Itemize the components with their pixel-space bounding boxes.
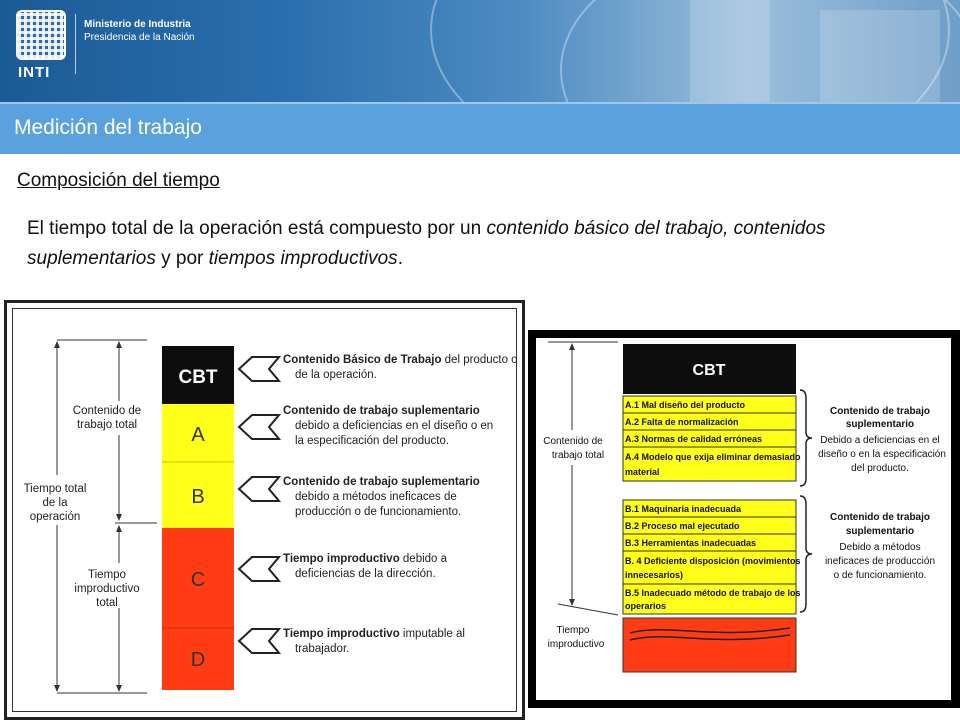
note-a-line1: Contenido de trabajo — [830, 406, 930, 417]
inti-logo-icon — [16, 10, 66, 60]
a-item-4-cont: material — [625, 467, 660, 477]
intro-part1: El tiempo total de la operación está compuesto por un — [27, 218, 487, 239]
right-diagram-svg — [528, 330, 960, 708]
axis-label-improd-2: improductivo — [74, 583, 140, 595]
annotation-4-rest1: debido a — [399, 553, 448, 565]
axis-label-total-3: operación — [29, 511, 81, 523]
svg-text:Contenido Básico de Trabajo de — [283, 354, 518, 366]
intro-emphasis-2: contenidos suplementarios — [27, 218, 826, 269]
intro-emphasis-1: contenido básico del trabajo, — [486, 218, 729, 239]
b-item-2: B.2 Proceso mal ejecutado — [625, 521, 740, 531]
note-a — [818, 406, 946, 474]
block-cbt-label: CBT — [178, 367, 218, 388]
annotation-1-rest2: de la operación. — [295, 369, 377, 381]
note-b-line5: o de funcionamiento. — [833, 570, 927, 581]
section-subtitle: Composición del tiempo — [17, 170, 220, 191]
logo-divider — [75, 14, 76, 74]
a-item-4: A.4 Modelo que exija eliminar demasiado — [625, 452, 801, 462]
a-item-3: A.3 Normas de calidad erróneas — [625, 434, 763, 444]
annotation-2-rest2: la especificación del producto. — [295, 435, 450, 447]
brace-a — [800, 390, 812, 486]
axis-label-improd-1: Tiempo — [88, 569, 126, 581]
note-b-line1: Contenido de trabajo — [830, 512, 930, 523]
annotation-4-bold: Tiempo improductivo — [283, 553, 400, 565]
banner-decoration — [820, 10, 940, 102]
time-composition-diagram — [4, 300, 525, 720]
logo-text: INTI — [18, 64, 51, 81]
detailed-composition-diagram — [528, 330, 960, 708]
annotation-3 — [283, 476, 480, 518]
slide-title: Medición del trabajo — [14, 116, 202, 139]
right-axis-improd-2: improductivo — [547, 639, 605, 650]
annotation-5-rest1: imputable al — [399, 628, 465, 640]
right-axis-improd-1: Tiempo — [556, 625, 590, 636]
b-item-5-cont: operarios — [625, 601, 667, 611]
b-item-5: B.5 Inadecuado método de trabajo de los — [625, 588, 801, 598]
right-axis-contenido-1: Contenido de — [543, 436, 603, 447]
banner-decoration — [690, 0, 770, 102]
annotation-2-rest1: debido a deficiencias en el diseño o en — [295, 420, 494, 432]
annotation-4-rest2: deficiencias de la dirección. — [295, 568, 436, 580]
note-a-line2: suplementario — [845, 419, 915, 430]
right-block-improductive — [623, 618, 796, 672]
note-a-line5: del producto. — [851, 463, 909, 474]
axis-label-contenido-1: Contenido de — [72, 405, 142, 417]
ministry-line2: Presidencia de la Nación — [84, 32, 195, 43]
right-axis-contenido-2: trabajo total — [551, 450, 605, 461]
annotation-2-bold: Contenido de trabajo suplementario — [283, 405, 480, 417]
annotation-5 — [283, 628, 465, 655]
header-banner — [0, 0, 960, 102]
note-a-line4: diseño o en la especificación — [818, 449, 946, 460]
b-item-4-cont: innecesarios) — [625, 570, 684, 580]
axis-label-contenido-2: trabajo total — [76, 419, 138, 431]
annotation-1 — [283, 354, 518, 381]
axis-label-total-2: de la — [42, 497, 68, 509]
annotation-1-rest1: del producto o — [441, 354, 518, 366]
intro-part3: y por — [155, 248, 209, 269]
ministry-name — [84, 18, 195, 44]
note-b — [825, 512, 935, 581]
title-bar — [0, 102, 960, 154]
block-c-label: C — [190, 569, 206, 591]
left-diagram-svg — [7, 303, 522, 717]
svg-text:Tiempo improductivo debido a — [283, 553, 448, 565]
annotation-3-bold: Contenido de trabajo suplementario — [283, 476, 480, 488]
block-b-label: B — [191, 486, 205, 508]
annotation-4 — [283, 553, 448, 580]
b-item-3: B.3 Herramientas inadecuadas — [625, 538, 757, 548]
right-axis-lines — [548, 342, 618, 615]
axis-label-improd-3: total — [96, 597, 118, 609]
axis-label-total-1: Tiempo total — [23, 483, 87, 495]
note-b-line4: ineficaces de producción — [824, 556, 936, 567]
annotation-3-rest1: debido a métodos ineficaces de — [295, 491, 457, 503]
annotation-1-bold: Contenido Básico de Trabajo — [283, 354, 442, 366]
right-block-cbt-label: CBT — [692, 362, 726, 379]
a-item-2: A.2 Falta de normalización — [625, 417, 739, 427]
a-item-1: A.1 Mal diseño del producto — [625, 400, 746, 410]
b-item-1: B.1 Maquinaria inadecuada — [625, 504, 742, 514]
note-b-line2: suplementario — [845, 526, 915, 537]
b-item-4: B. 4 Deficiente disposición (movimientos — [625, 556, 801, 566]
block-a-label: A — [191, 424, 205, 446]
intro-part4: . — [397, 248, 403, 269]
brace-b — [800, 496, 812, 612]
intro-paragraph — [27, 214, 947, 274]
block-d-label: D — [190, 649, 206, 671]
svg-text:Tiempo improductivo imputable — [283, 628, 465, 640]
intro-emphasis-3: tiempos improductivos — [208, 248, 398, 269]
annotation-5-bold: Tiempo improductivo — [283, 628, 400, 640]
note-a-line3: Debido a deficiencias en el — [820, 435, 940, 446]
annotation-2 — [283, 405, 493, 447]
note-b-line3: Debido a métodos — [839, 542, 921, 553]
pointer-arrows — [239, 357, 279, 653]
ministry-line1: Ministerio de Industria — [84, 19, 191, 30]
annotation-3-rest2: producción o de funcionamiento. — [295, 506, 462, 518]
annotation-5-rest2: trabajador. — [295, 643, 350, 655]
